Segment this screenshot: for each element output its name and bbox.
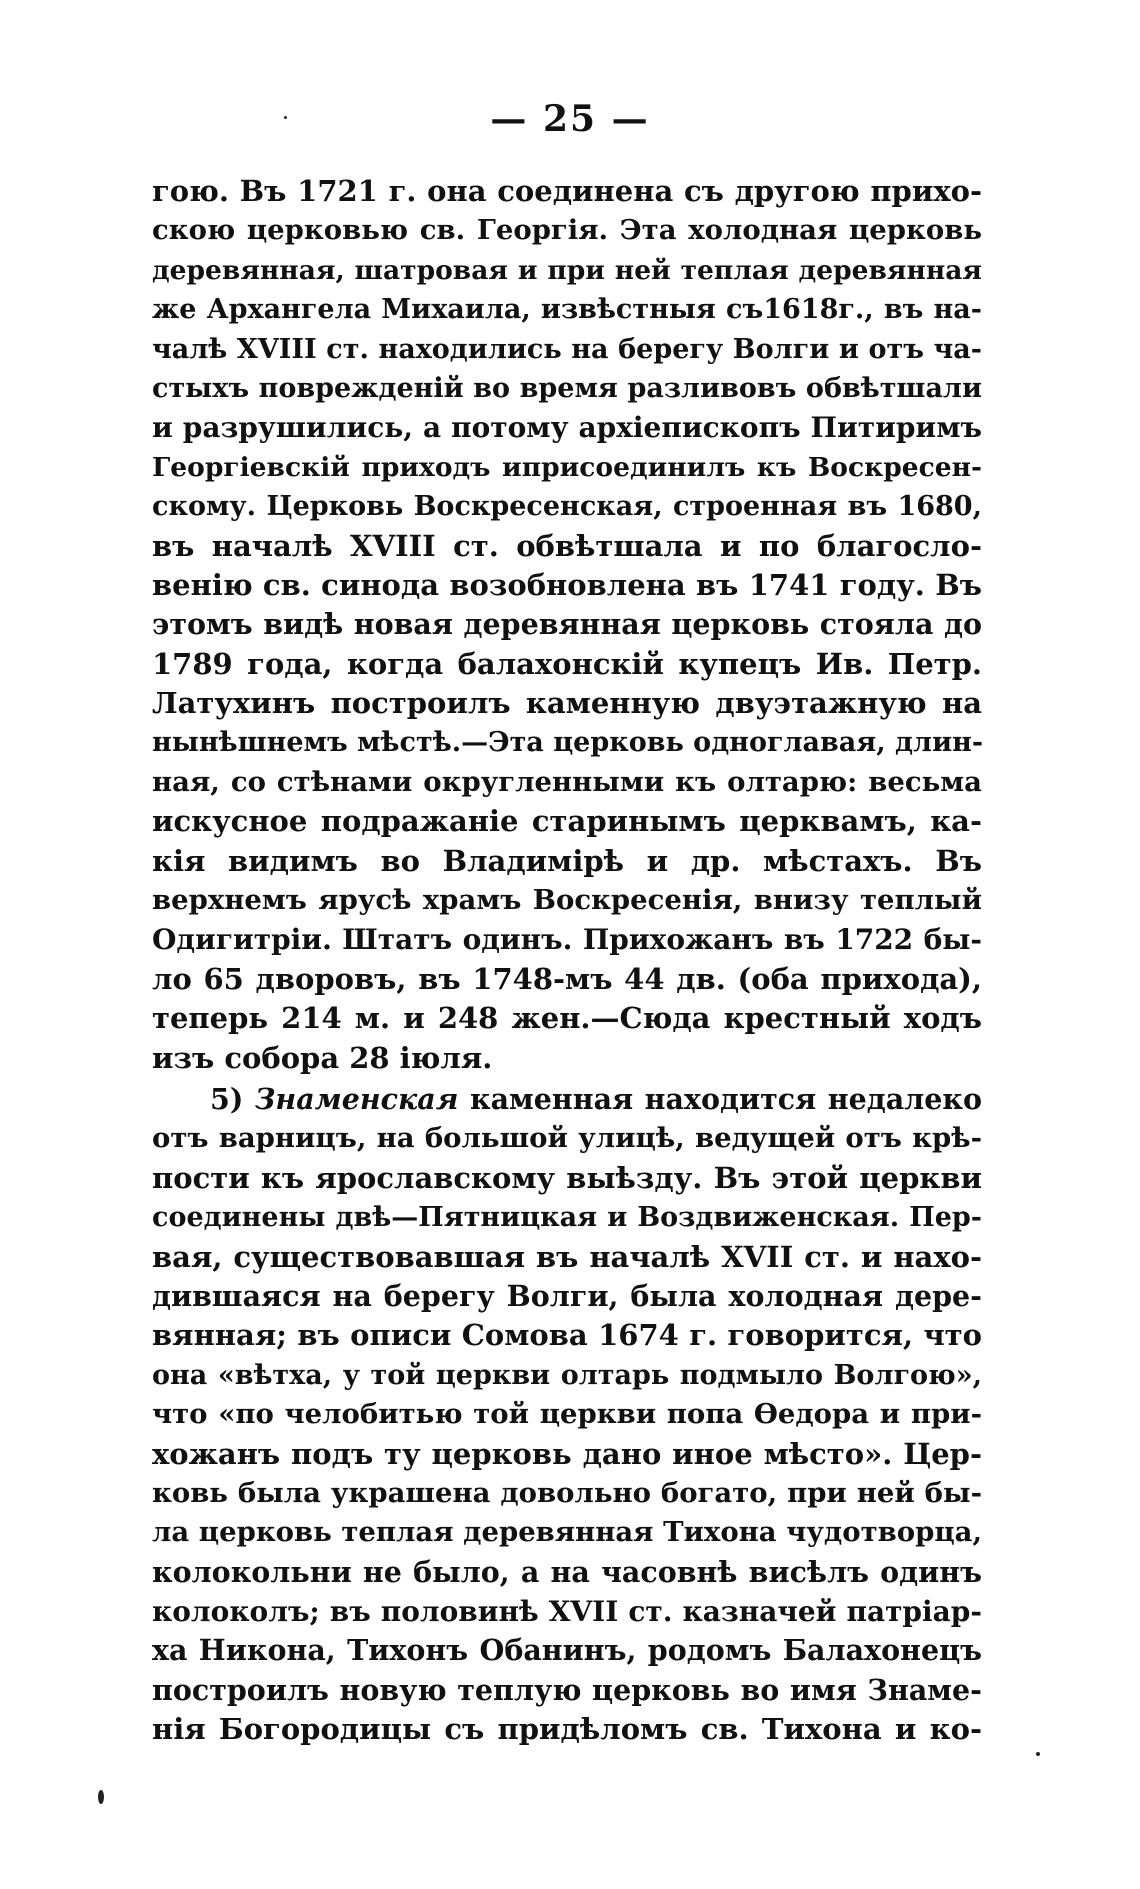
text-line: гою. Въ 1721 г. она соединена съ другою прихо- xyxy=(152,174,982,208)
text-line: она «вѣтха, у той церкви олтарь подмыло Волгою», xyxy=(152,1359,982,1391)
text-line: стыхъ поврежденій во время разливовъ обвѣтшали xyxy=(152,372,982,404)
text-line: вянная; въ описи Сомова 1674 г. говорится, что xyxy=(152,1318,982,1353)
text-line: что «по челобитью той церкви попа Ѳедора и при- xyxy=(152,1398,982,1431)
text-line: ха Никона, Тихонъ Обанинъ, родомъ Балахонецъ xyxy=(152,1633,982,1668)
text-line-first xyxy=(152,1080,982,1119)
page-number: — 25 — xyxy=(490,98,650,140)
text-line: скою церковью св. Георгія. Эта холодная церковь xyxy=(152,214,982,247)
text-line: и разрушились, а потому архіепископъ Питиримъ xyxy=(152,411,982,445)
text-line: ная, со стѣнами округленными къ олтарю: весьма xyxy=(152,765,982,798)
text-line: Латухинъ построилъ каменную двуэтажную на xyxy=(152,686,982,721)
ink-speck xyxy=(284,116,287,119)
text-line: отъ варницъ, на большой улицѣ, ведущей отъ крѣ- xyxy=(152,1122,982,1155)
text-line: ло 65 дворовъ, въ 1748-мъ 44 дв. (оба прихода), xyxy=(152,961,982,996)
text-line: Георгіевскій приходъ иприсоединилъ къ Воскресен- xyxy=(152,451,982,483)
text-line: дившаяся на берегу Волги, была холодная дере- xyxy=(152,1278,982,1313)
text-line: искусное подражаніе старинымъ церквамъ, ка- xyxy=(152,804,982,839)
text-line: ковь была украшена довольно богато, при ней бы- xyxy=(152,1476,982,1509)
text-line: скому. Церковь Воскресенская, строенная въ 1680, xyxy=(152,491,982,523)
text-line: колоколъ; въ половинѣ XVII ст. казначей патріар- xyxy=(152,1595,982,1629)
text-line: вая, существовавшая въ началѣ XVII ст. и нахо- xyxy=(152,1239,982,1274)
church-name: Знаменская xyxy=(254,1082,459,1116)
text-line: 1789 года, когда балахонскій купецъ Ив. Петр. xyxy=(152,646,982,681)
text-fragment: каменная находится недалеко xyxy=(469,1082,982,1116)
text-line: этомъ видѣ новая деревянная церковь стояла до xyxy=(152,607,982,642)
text-line: Одигитріи. Штатъ одинъ. Прихожанъ въ 1722 бы- xyxy=(152,923,982,957)
paragraph-1 xyxy=(152,172,982,1078)
text-line: кія видимъ во Владимірѣ и др. мѣстахъ. Въ xyxy=(152,843,982,878)
text-line: въ началѣ XVIII ст. обвѣтшала и по благосло- xyxy=(152,528,982,563)
paragraph-2 xyxy=(152,1080,982,1750)
text-line: венію св. синода возобновлена въ 1741 году. Въ xyxy=(152,567,982,602)
text-line: теперь 214 м. и 248 жен.—Сюда крестный ходъ xyxy=(152,1001,982,1036)
text-line: пости къ ярославскому выѣзду. Въ этой церкви xyxy=(152,1160,982,1195)
text-line: ла церковь теплая деревянная Тихона чудотворца, xyxy=(152,1516,983,1549)
text-line: нія Богородицы съ придѣломъ св. Тихона и ко- xyxy=(152,1712,982,1747)
text-line: чалѣ XVIII ст. находились на берегу Волги и отъ ча- xyxy=(152,333,982,365)
text-line: верхнемъ ярусѣ храмъ Воскресенія, внизу теплый xyxy=(152,884,982,917)
text-line: нынѣшнемъ мѣстѣ.—Эта церковь одноглавая, длин- xyxy=(152,727,984,759)
text-line: колокольни не было, а на часовнѣ висѣлъ одинъ xyxy=(152,1554,982,1589)
item-number: 5) xyxy=(210,1082,244,1116)
text-line: построилъ новую теплую церковь во имя Знаме- xyxy=(152,1672,982,1707)
ink-speck xyxy=(98,1790,104,1804)
ink-speck xyxy=(1036,1752,1040,1756)
text-line: деревянная, шатровая и при ней теплая деревянная xyxy=(152,254,982,286)
text-line: хожанъ подъ ту церковь дано иное мѣсто». Цер- xyxy=(152,1436,982,1471)
text-line: изъ собора 28 іюля. xyxy=(152,1040,493,1075)
text-line: соединены двѣ—Пятницкая и Воздвиженская. Пер- xyxy=(152,1202,982,1234)
text-line: же Архангела Михаила, извѣстныя съ1618г., въ на- xyxy=(152,294,982,326)
